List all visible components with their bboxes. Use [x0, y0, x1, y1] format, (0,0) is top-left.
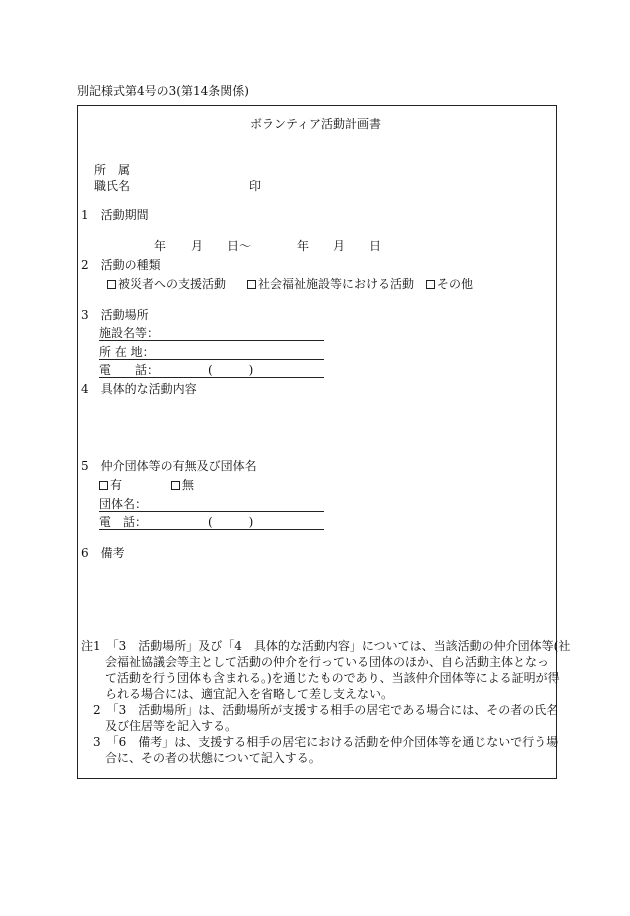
note-line: 及び住居等を記入する。 — [81, 719, 238, 733]
period-year-1: 年 — [154, 239, 167, 253]
content-heading: 4 具体的な活動内容 — [81, 382, 197, 396]
intermediary-heading: 5 仲介団体等の有無及び団体名 — [81, 459, 257, 473]
facility-underline[interactable] — [99, 340, 324, 341]
period-heading: 1 活動期間 — [81, 208, 149, 222]
note-line: て活動を行う団体も含まれる。)を通じたものであり、当該仲介団体等による証明が得 — [81, 671, 560, 685]
intermediary-yes[interactable]: 有 — [99, 478, 122, 492]
note-line: 2 「3 活動場所」は、活動場所が支援する相手の居宅である場合には、その者の氏名 — [81, 703, 559, 717]
type-option-other[interactable]: その他 — [426, 277, 473, 291]
facility-label: 施設名等： — [99, 326, 160, 340]
note-line: 注1 「3 活動場所」及び「4 具体的な活動内容」については、当該活動の仲介団体等(社 — [81, 639, 571, 653]
org-phone-label: 電 話： — [99, 515, 148, 529]
address-underline[interactable] — [99, 359, 324, 360]
remarks-heading: 6 備考 — [81, 546, 125, 560]
period-year-2: 年 — [297, 239, 310, 253]
checkbox[interactable] — [99, 481, 108, 490]
address-label: 所 在 地： — [99, 345, 155, 359]
note-line: 合に、その者の状態について記入する。 — [81, 751, 321, 765]
intermediary-no[interactable]: 無 — [171, 478, 194, 492]
org-phone-underline[interactable] — [99, 529, 324, 530]
period-day-1: 日〜 — [227, 239, 252, 253]
seal-label: 印 — [249, 179, 262, 193]
type-option-welfare[interactable]: 社会福祉施設等における活動 — [247, 277, 414, 291]
place-phone-paren: ( ) — [208, 363, 254, 377]
checkbox[interactable] — [171, 481, 180, 490]
type-heading: 2 活動の種類 — [81, 258, 161, 272]
type-option-disaster[interactable]: 被災者への支援活動 — [107, 277, 226, 291]
place-heading: 3 活動場所 — [81, 308, 149, 322]
checkbox[interactable] — [426, 280, 435, 289]
period-day-2: 日 — [369, 239, 382, 253]
form-reference: 別記様式第4号の3(第14条関係) — [77, 84, 249, 98]
note-line: られる場合には、適宜記入を省略して差し支えない。 — [81, 687, 394, 701]
checkbox[interactable] — [107, 280, 116, 289]
period-month-1: 月 — [191, 239, 204, 253]
period-month-2: 月 — [333, 239, 346, 253]
place-phone-underline[interactable] — [99, 377, 324, 378]
form-title: ボランティア活動計画書 — [250, 117, 382, 131]
name-label: 職氏名 — [94, 179, 131, 193]
note-line: 3 「6 備考」は、支援する相手の居宅における活動を仲介団体等を通じないで行う場 — [81, 735, 559, 749]
checkbox[interactable] — [247, 280, 256, 289]
org-phone-paren: ( ) — [208, 515, 254, 529]
org-name-underline[interactable] — [99, 511, 324, 512]
place-phone-label: 電 話： — [99, 363, 160, 377]
affiliation-label: 所 属 — [94, 163, 131, 177]
note-line: 会福祉協議会等主として活動の仲介を行っている団体のほか、自ら活動主体となっ — [81, 655, 550, 669]
org-name-label: 団体名： — [99, 497, 148, 511]
